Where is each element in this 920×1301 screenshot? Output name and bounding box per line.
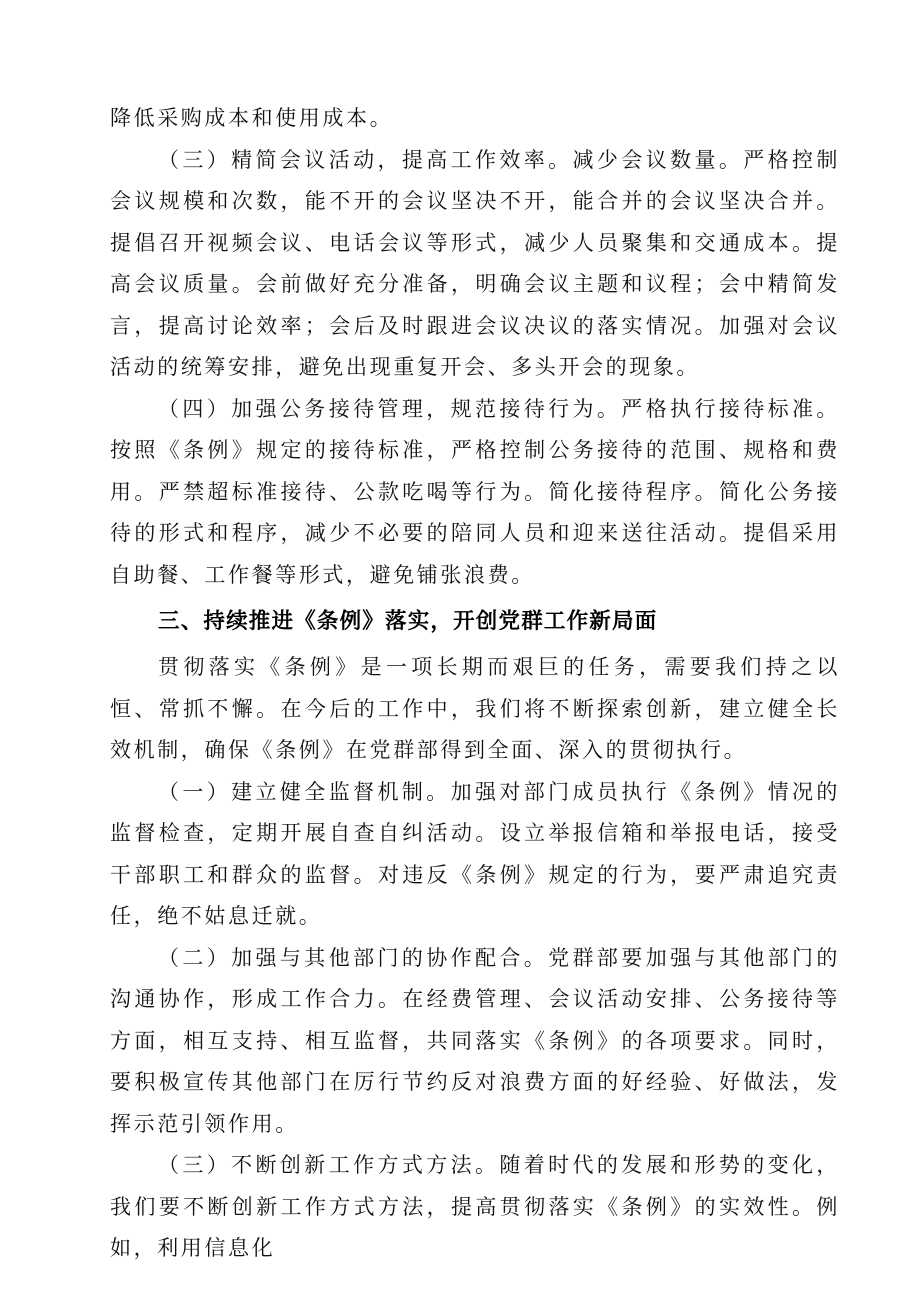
section-heading-three: 三、持续推进《条例》落实，开创党群工作新局面 bbox=[158, 609, 658, 634]
paragraph-continuation: 降低采购成本和使用成本。 bbox=[110, 106, 394, 130]
paragraph-innovate-methods: （三）不断创新工作方式方法。随着时代的发展和形势的变化，我们要不断创新工作方式方法，提高贯彻落实《条例》的实效性。例如，利用信息化 bbox=[110, 1153, 840, 1260]
paragraph-streamline-meetings: （三）精简会议活动，提高工作效率。减少会议数量。严格控制会议规模和次数，能不开的会议坚决不开，能合并的会议坚决合并。提倡召开视频会议、电话会议等形式，减少人员聚集和交通成本。提高会议质量。会前做好充分准备，明确会议主题和议程；会中精简发言，提高讨论效率；会后及时跟进会议决议的落实情况。加强对会议活动的统筹安排，避免出现重复开会、多头开会的现象。 bbox=[110, 147, 840, 379]
paragraph-reception-management: （四）加强公务接待管理，规范接待行为。严格执行接待标准。按照《条例》规定的接待标准，严格控制公务接待的范围、规格和费用。严禁超标准接待、公款吃喝等行为。简化接待程序。简化公务接待的形式和程序，减少不必要的陪同人员和迎来送往活动。提倡采用自助餐、工作餐等形式，避免铺张浪费。 bbox=[110, 396, 840, 587]
paragraph-section-intro: 贯彻落实《条例》是一项长期而艰巨的任务，需要我们持之以恒、常抓不懈。在今后的工作中，我们将不断探索创新，建立健全长效机制，确保《条例》在党群部得到全面、深入的贯彻执行。 bbox=[110, 655, 840, 762]
document-body bbox=[110, 98, 840, 1270]
paragraph-supervision-mechanism: （一）建立健全监督机制。加强对部门成员执行《条例》情况的监督检查，定期开展自查自纠活动。设立举报信箱和举报电话，接受干部职工和群众的监督。对违反《条例》规定的行为，要严肃追究责任，绝不姑息迁就。 bbox=[110, 779, 840, 928]
paragraph-department-cooperation: （二）加强与其他部门的协作配合。党群部要加强与其他部门的沟通协作，形成工作合力。在经费管理、会议活动安排、公务接待等方面，相互支持、相互监督，共同落实《条例》的各项要求。同时，要积极宣传其他部门在厉行节约反对浪费方面的好经验、好做法，发挥示范引领作用。 bbox=[110, 945, 840, 1136]
